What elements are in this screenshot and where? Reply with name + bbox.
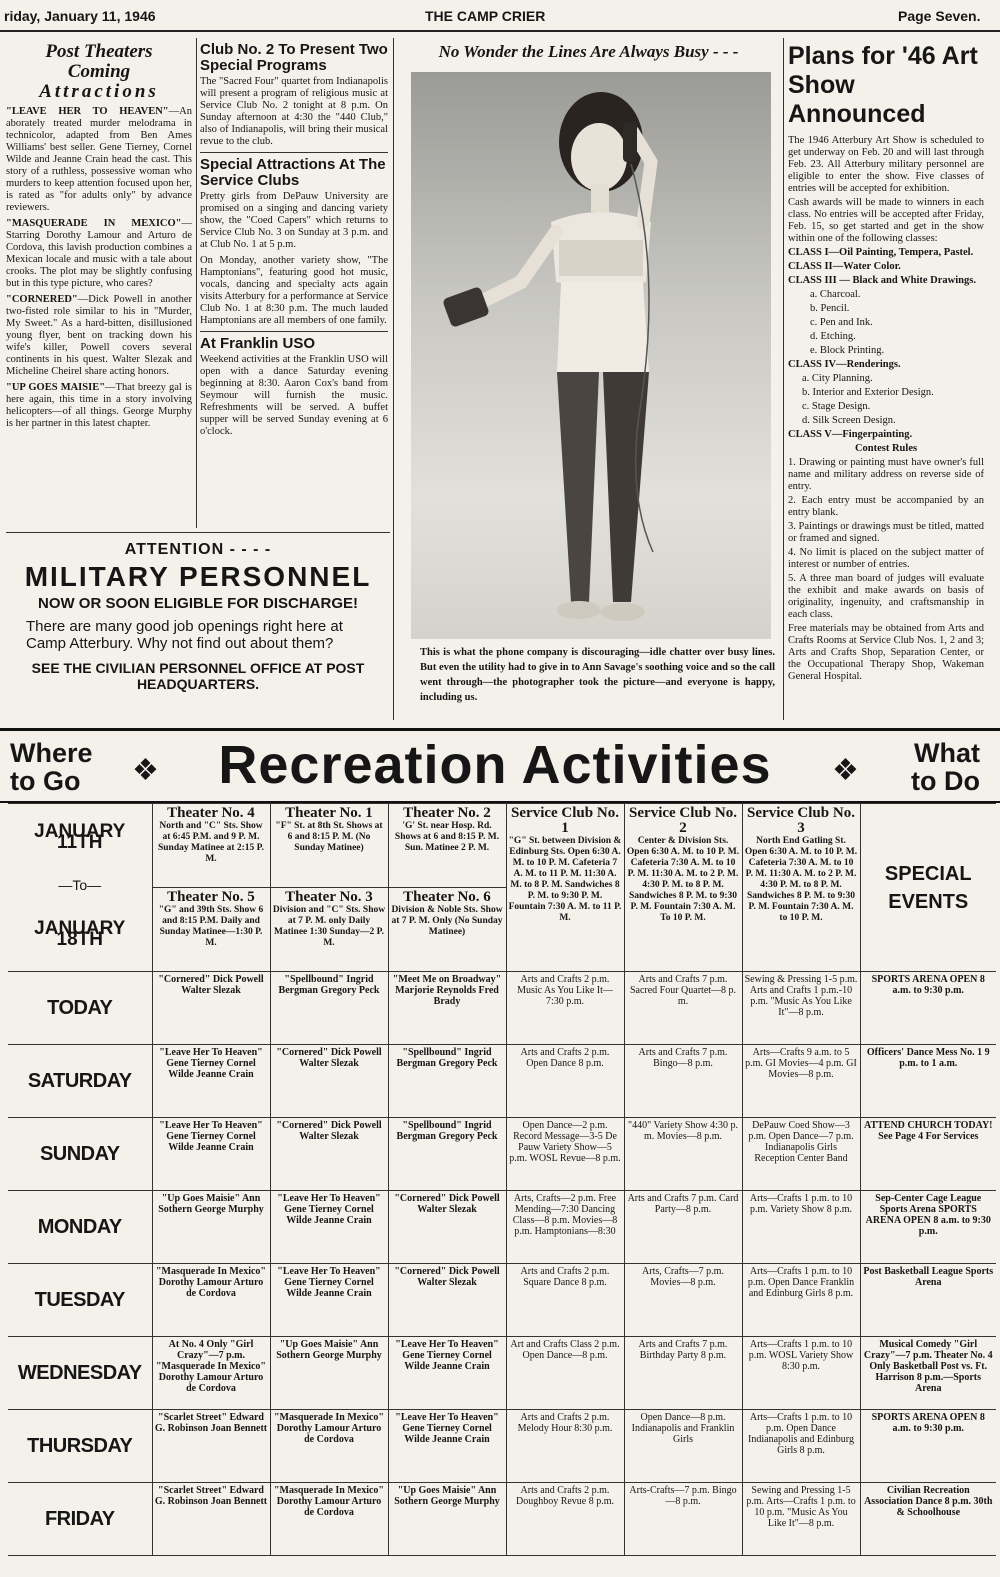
schedule-cell: "Cornered" Dick Powell Walter Slezak [388, 1264, 506, 1337]
theater-header: Theater No. 6 Division & Noble Sts. Show at 7 P. M. Only (No Sunday Matinee) [388, 888, 506, 972]
schedule-cell: "Leave Her To Heaven" Gene Tierney Cornel Wilde Jeanne Crain [270, 1264, 388, 1337]
art-show-rule: 1. Drawing or painting must have owner's full name and military address on reverse side of entry. [788, 457, 984, 492]
schedule-cell: "Leave Her To Heaven" Gene Tierney Cornel Wilde Jeanne Crain [270, 1191, 388, 1264]
schedule-cell: Arts—Crafts 1 p.m. to 10 p.m. Open Dance Franklin and Edinburg Girls 8 p.m. [742, 1264, 860, 1337]
art-show-rule: 4. No limit is placed on the subject matter of interest or number of entries. [788, 547, 984, 570]
schedule-cell: "Masquerade In Mexico" Dorothy Lamour Arturo de Cordova [270, 1483, 388, 1556]
schedule-cell: "Leave Her To Heaven" Gene Tierney Cornel Wilde Jeanne Crain [388, 1337, 506, 1410]
schedule-row [8, 1483, 996, 1556]
attention-line2: MILITARY PERSONNEL [24, 561, 372, 592]
photo-caption-text: This is what the phone company is discouraging—idle chatter over busy lines. But even the utility had to give in to Ann Savage's soothing voice and so the call went through—the photographer took the picture—and everyone is happy, including us. [420, 647, 775, 703]
photo-headline: No Wonder the Lines Are Always Busy - - - [438, 42, 739, 61]
day-label: WEDNESDAY [8, 1337, 152, 1410]
schedule-cell: Art and Crafts Class 2 p.m. Open Dance—8 p.m. [506, 1337, 624, 1410]
art-show-class1: CLASS I—Oil Painting, Tempera, Pastel. [788, 247, 974, 258]
ann-savage-photo [411, 72, 771, 639]
schedule-cell: Arts and Crafts 2 p.m. Melody Hour 8:30 p.m. [506, 1410, 624, 1483]
art-show-p-last: Free materials may be obtained from Arts and Crafts Rooms at Service Club Nos. 1, 2 and 3; Arts and Crafts Shop, Separation Center, or the Occupational Therapy Shop, Wakeman General Hospital. [788, 623, 984, 682]
banner-what: What to Do [911, 738, 980, 796]
schedule-cell: Arts and Crafts 2 p.m. Square Dance 8 p.m. [506, 1264, 624, 1337]
schedule-cell: Post Basketball League Sports Arena [860, 1264, 996, 1337]
day-label: TUESDAY [8, 1264, 152, 1337]
special-events-header: SPECIAL EVENTS [860, 804, 996, 972]
schedule-cell: "Up Goes Maisie" Ann Sothern George Murphy [388, 1483, 506, 1556]
theater-header: Theater No. 1 "F" St. at 8th St. Shows at 6 and 8:15 P. M. (No Sunday Matinee) [270, 804, 388, 888]
divider [200, 331, 388, 332]
franklin-uso-title: At Franklin USO [200, 335, 316, 352]
post-theaters-title-line2: Coming [67, 61, 131, 82]
theater-header: Theater No. 2 'G' St. near Hosp. Rd. Shows at 6 and 8:15 P. M. Sun. Matinee 2 P. M. [388, 804, 506, 888]
column-rule [783, 38, 784, 720]
schedule-cell: Sewing & Pressing 1-5 p.m. Arts and Crafts 1 p.m.-10 p.m. "Music As You Like It"—8 p.m. [742, 972, 860, 1045]
service-club-header: Service Club No. 1 "G" St. between Division & Edinburg Sts. Open 6:30 A. M. to 10 P. M. Cafeteria 7 A. M. to 11 P. M. 11:30 A. M. to 8 P. M. Sandwiches 8 P. M. to 9:30 P. M. Fountain 7:30 A. M. to 11 P. M. [506, 804, 624, 972]
schedule-cell: Arts and Crafts 2 p.m. Open Dance 8 p.m. [506, 1045, 624, 1118]
schedule-row [8, 1264, 996, 1337]
schedule-dates-cell [8, 804, 152, 972]
schedule-cell: "Spellbound" Ingrid Bergman Gregory Peck [388, 1118, 506, 1191]
day-label: FRIDAY [8, 1483, 152, 1556]
schedule-row [8, 1045, 996, 1118]
schedule-cell: Arts and Crafts 7 p.m. Card Party—8 p.m. [624, 1191, 742, 1264]
club2-body: The "Sacred Four" quartet from Indianapolis will present a program of religious music at Service Club No. 2 tonight at 8 p.m. On Sunday afternoon at 4:30 the "440 Club," also of Indianapolis, will bring their musical revue to the club. [200, 76, 388, 147]
schedule-cell: Arts—Crafts 1 p.m. to 10 p.m. Open Dance Indianapolis and Edinburg Girls 8 p.m. [742, 1410, 860, 1483]
schedule-cell: Officers' Dance Mess No. 1 9 p.m. to 1 a.m. [860, 1045, 996, 1118]
art-show-article [788, 42, 984, 685]
schedule-row [8, 1337, 996, 1410]
schedule-cell: Arts, Crafts—7 p.m. Movies—8 p.m. [624, 1264, 742, 1337]
art-show-class3-item: b. Pencil. [810, 303, 850, 314]
schedule-cell: SPORTS ARENA OPEN 8 a.m. to 9:30 p.m. [860, 972, 996, 1045]
art-show-title: Plans for '46 Art Show Announced [788, 42, 978, 128]
art-show-class4-item: b. Interior and Exterior Design. [802, 387, 934, 398]
schedule-cell: Arts, Crafts—2 p.m. Free Mending—7:30 Dancing Class—8 p.m. Movies—8 p.m. Hamptonians—8:30 [506, 1191, 624, 1264]
schedule-date-to-label: —To— [58, 877, 102, 893]
recreation-banner [0, 728, 1000, 803]
masthead-paper-name: THE CAMP CRIER [425, 8, 546, 24]
schedule-cell: "Up Goes Maisie" Ann Sothern George Murphy [270, 1337, 388, 1410]
art-show-class3-item: c. Pen and Ink. [810, 317, 873, 328]
day-label: SATURDAY [8, 1045, 152, 1118]
masthead-date: riday, January 11, 1946 [4, 8, 156, 24]
schedule-table [8, 803, 996, 1556]
schedule-cell: Sewing and Pressing 1-5 p.m. Arts—Crafts 1 p.m. to 10 p.m. "Music As You Like It"—8 p.m. [742, 1483, 860, 1556]
schedule-header-row [8, 804, 996, 888]
schedule-cell: Arts and Crafts 7 p.m. Bingo—8 p.m. [624, 1045, 742, 1118]
day-label: SUNDAY [8, 1118, 152, 1191]
schedule-cell: "Spellbound" Ingrid Bergman Gregory Peck [388, 1045, 506, 1118]
art-show-class4-item: a. City Planning. [802, 373, 873, 384]
art-show-class3-item: e. Block Printing. [810, 345, 885, 356]
attention-ad [6, 532, 390, 721]
art-show-rules-head: Contest Rules [854, 443, 918, 454]
schedule-cell: "Up Goes Maisie" Ann Sothern George Murphy [152, 1191, 270, 1264]
theater-header: Theater No. 4 North and "C" Sts. Show at 6:45 P.M. and 9 P. M. Sunday Matinee at 2:15 P. M. [152, 804, 270, 888]
schedule-cell: At No. 4 Only "Girl Crazy"—7 p.m. "Masquerade In Mexico" Dorothy Lamour Arturo de Cordova [152, 1337, 270, 1410]
art-show-class3-item: a. Charcoal. [810, 289, 861, 300]
art-show-p2: Cash awards will be made to winners in each class. No entries will be accepted after Friday, Feb. 15, so get started and get in the show within one of the following classes: [788, 197, 984, 244]
column-rule [393, 38, 394, 720]
post-theaters-item: "LEAVE HER TO HEAVEN"—An aborately treated murder melodrama in technicolor, adapted from Ben Ames Williams' best seller. Gene Tierney, Cornel Wilde and Jeanne Crain head the cast. This story of a ruthless, possessive woman who murders to keep attention focused upon her, is rated as "for adults only" by advance reviewers. [6, 106, 192, 213]
banner-title: Recreation Activities [218, 735, 772, 795]
schedule-cell: Arts—Crafts 1 p.m. to 10 p.m. WOSL Variety Show 8:30 p.m. [742, 1337, 860, 1410]
schedule-cell: "Cornered" Dick Powell Walter Slezak [270, 1118, 388, 1191]
schedule-cell: "Leave Her To Heaven" Gene Tierney Cornel Wilde Jeanne Crain [388, 1410, 506, 1483]
theater-header: Theater No. 3 Division and "C" Sts. Show at 7 P. M. only Daily Matinee 1:30 Sunday—2 P. M. [270, 888, 388, 972]
divider [200, 152, 388, 153]
schedule-cell: "Cornered" Dick Powell Walter Slezak [270, 1045, 388, 1118]
schedule-cell: Arts and Crafts 2 p.m. Doughboy Revue 8 p.m. [506, 1483, 624, 1556]
club2-title: Club No. 2 To Present Two Special Programs [200, 41, 388, 74]
schedule-cell: "Leave Her To Heaven" Gene Tierney Cornel Wilde Jeanne Crain [152, 1118, 270, 1191]
schedule-cell: "Scarlet Street" Edward G. Robinson Joan Bennett [152, 1410, 270, 1483]
special-attractions-p2: On Monday, another variety show, "The Hamptonians", featuring good hot music, vocals, dancing and specialty acts again visits Atterbury for a performance at Service Club No. 1 at 8:30 p.m. The much lauded Hamptonians are all members of one family. [200, 255, 388, 326]
schedule-cell: DePauw Coed Show—3 p.m. Open Dance—7 p.m. Indianapolis Girls Reception Center Band [742, 1118, 860, 1191]
schedule-cell: ATTEND CHURCH TODAY! See Page 4 For Services [860, 1118, 996, 1191]
day-label: MONDAY [8, 1191, 152, 1264]
schedule-cell: "Cornered" Dick Powell Walter Slezak [388, 1191, 506, 1264]
schedule-row [8, 972, 996, 1045]
schedule-cell: "Leave Her To Heaven" Gene Tierney Cornel Wilde Jeanne Crain [152, 1045, 270, 1118]
art-show-class4-item: c. Stage Design. [802, 401, 871, 412]
schedule-cell: Arts and Crafts 2 p.m. Music As You Like It—7:30 p.m. [506, 972, 624, 1045]
schedule-date-to: JANUARY 18TH [34, 918, 126, 950]
column-rule [196, 38, 197, 528]
service-club-header: Service Club No. 2 Center & Division Sts. Open 6:30 A. M. to 10 P. M. Cafeteria 7:30 A. M. to 10 P. M. 11:30 A. M. to 2 P. M. 4:30 P. M. to 8 P. M. Sandwiches 8 P. M. to 9:30 P. M. Fountain 7:30 A. M. To 10 P. M. [624, 804, 742, 972]
post-theaters-item: "MASQUERADE IN MEXICO"—Starring Dorothy Lamour and Arturo de Cordova, this lavish production combines a Mexican locale and music with a tale about crooks. The plot may be slightly confusing but in this type picture, who cares? [6, 218, 192, 289]
schedule-cell: Open Dance—8 p.m. Indianapolis and Franklin Girls [624, 1410, 742, 1483]
art-show-class3: CLASS III — Black and White Drawings. [788, 275, 976, 286]
art-show-p1: The 1946 Atterbury Art Show is scheduled to get underway on Feb. 20 and will last through Feb. 23. All Atterbury military personnel are eligible to enter the show. Five classes of entries will be accepted for exhibition. [788, 135, 984, 194]
day-label: TODAY [8, 972, 152, 1045]
day-label: THURSDAY [8, 1410, 152, 1483]
special-attractions-title: Special Attractions At The Service Clubs [200, 156, 386, 189]
art-show-class5: CLASS V—Fingerpainting. [788, 429, 913, 440]
schedule-row [8, 1410, 996, 1483]
attention-line4: There are many good job openings right here at Camp Atterbury. Why not find out about them? [26, 618, 343, 652]
schedule-row [8, 1191, 996, 1264]
post-theaters-title-line1: Post Theaters [45, 41, 153, 62]
schedule-cell: Arts—Crafts 9 a.m. to 5 p.m. GI Movies—4 p.m. GI Movies—8 p.m. [742, 1045, 860, 1118]
attention-line3: NOW OR SOON ELIGIBLE FOR DISCHARGE! [37, 595, 358, 612]
franklin-uso-body: Weekend activities at the Franklin USO will open with a dance Saturday evening beginning at 8:30. Aaron Cox's band from Seymour will furnish the music. Refreshments will be served. A buffet supper will be served Sunday evening at 6 o'clock. [200, 354, 388, 437]
schedule-row [8, 1118, 996, 1191]
art-show-rule: 2. Each entry must be accompanied by an entry blank. [788, 495, 984, 518]
art-show-rule: 3. Paintings or drawings must be titled, matted or framed and signed. [788, 521, 984, 544]
schedule-cell: Arts and Crafts 7 p.m. Birthday Party 8 p.m. [624, 1337, 742, 1410]
art-show-class3-item: d. Etching. [810, 331, 856, 342]
pinup-figure-image [411, 72, 771, 639]
post-theaters-article [6, 42, 192, 434]
schedule-cell: "Scarlet Street" Edward G. Robinson Joan Bennett [152, 1483, 270, 1556]
schedule-cell: "Masquerade In Mexico" Dorothy Lamour Arturo de Cordova [270, 1410, 388, 1483]
post-theaters-title-line3: Attractions [39, 81, 159, 102]
attention-line1: ATTENTION - - - - [124, 541, 272, 558]
schedule-cell: Sep-Center Cage League Sports Arena SPORTS ARENA OPEN 8 a.m. to 9:30 p.m. [860, 1191, 996, 1264]
schedule-cell: Arts-Crafts—7 p.m. Bingo—8 p.m. [624, 1483, 742, 1556]
attention-line5: SEE THE CIVILIAN PERSONNEL OFFICE AT POST HEADQUARTERS. [31, 660, 365, 692]
photo-caption [420, 645, 775, 705]
schedule-cell: "Meet Me on Broadway" Marjorie Reynolds Fred Brady [388, 972, 506, 1045]
schedule-cell: Musical Comedy "Girl Crazy"—7 p.m. Theater No. 4 Only Basketball Post vs. Ft. Harrison 8 p.m.—Sports Arena [860, 1337, 996, 1410]
banner-where: Where to Go [10, 738, 93, 796]
masthead [0, 0, 1000, 32]
schedule-date-from: JANUARY 11TH [34, 821, 126, 853]
art-show-rule: 5. A three man board of judges will evaluate the exhibit and make awards on basis of originality, ingenuity, and craftsmanship in each class. [788, 573, 984, 620]
service-club-header: Service Club No. 3 North End Gatling St. Open 6:30 A. M. to 10 P. M. Cafeteria 7:30 A. M. to 10 P. M. 11:30 A. M. to 2 P. M. 4:30 P. M. to 8 P. M. Sandwiches 8 P. M. to 9:30 P. M. Fountain 7:30 A. M. to 10 P. M. [742, 804, 860, 972]
club-news-column [200, 42, 388, 442]
art-show-class2: CLASS II—Water Color. [788, 261, 901, 272]
art-show-class4: CLASS IV—Renderings. [788, 359, 901, 370]
ornament-icon: ❖ [832, 754, 859, 787]
schedule-cell: Civilian Recreation Association Dance 8 p.m. 30th & Schoolhouse [860, 1483, 996, 1556]
theater-header: Theater No. 5 "G" and 39th Sts. Show 6 and 8:15 P.M. Daily and Sunday Matinee—1:30 P. M. [152, 888, 270, 972]
schedule-cell: SPORTS ARENA OPEN 8 a.m. to 9:30 p.m. [860, 1410, 996, 1483]
schedule-cell: "Cornered" Dick Powell Walter Slezak [152, 972, 270, 1045]
schedule-cell: Arts—Crafts 1 p.m. to 10 p.m. Variety Show 8 p.m. [742, 1191, 860, 1264]
schedule-cell: "Masquerade In Mexico" Dorothy Lamour Arturo de Cordova [152, 1264, 270, 1337]
ornament-icon: ❖ [132, 754, 159, 787]
special-attractions-p1: Pretty girls from DePauw University are promised on a singing and dancing variety show, the "Coed Capers" which returns to Service Club No. 3 on Sunday at 3 p.m. and at Club No. 1 at 5 p.m. [200, 191, 388, 250]
schedule-cell: Arts and Crafts 7 p.m. Sacred Four Quartet—8 p. m. [624, 972, 742, 1045]
post-theaters-item: "CORNERED"—Dick Powell in another two-fisted role similar to his in "Murder, My Sweet." As a hard-bitten, disillusioned young flyer, bent on tracking down his wife's killer, Powell covers several continents in his quest. Walter Slezak and Micheline Cheirel share acting honors. [6, 294, 192, 377]
schedule-cell: "Spellbound" Ingrid Bergman Gregory Peck [270, 972, 388, 1045]
art-show-class4-item: d. Silk Screen Design. [802, 415, 896, 426]
schedule-cell: Open Dance—2 p.m. Record Message—3-5 De Pauw Variety Show—5 p.m. WOSL Revue—8 p.m. [506, 1118, 624, 1191]
masthead-page-number: Page Seven. [898, 8, 981, 24]
schedule-cell: "440" Variety Show 4:30 p. m. Movies—8 p.m. [624, 1118, 742, 1191]
post-theaters-item: "UP GOES MAISIE"—That breezy gal is here again, this time in a story involving helicopters—of all things. George Murphy is her partner in this latest chapter. [6, 382, 192, 429]
